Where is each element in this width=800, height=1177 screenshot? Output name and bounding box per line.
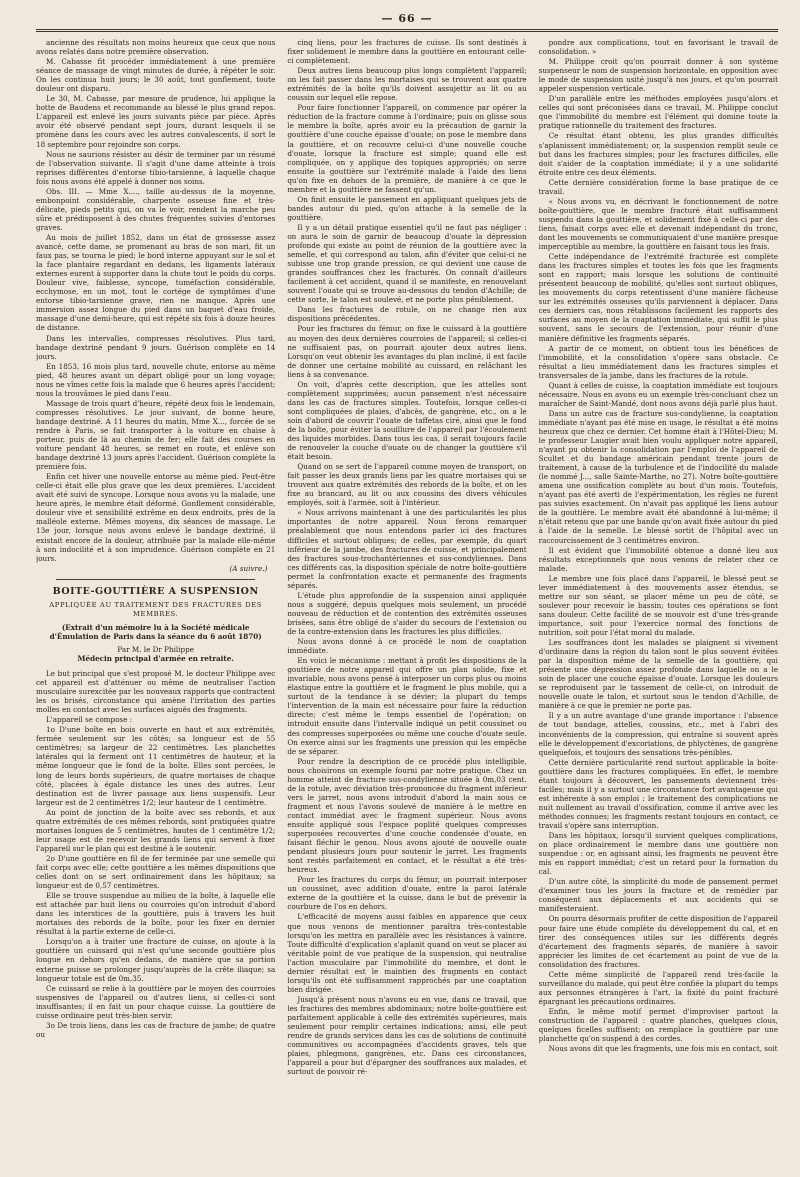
paragraph: pondre aux complications, tout en favorisant le travail de consolidation. »	[538, 38, 778, 57]
paragraph: D'un parallèle entre les méthodes employées jusqu'alors et celles qui sont préconisées dans ce travail, M. Philippe conclut que l'immobilité du membre est l'élément qui domine toute la pratique rationnelle du traitement des fractures.	[538, 94, 778, 131]
paragraph: Nous avons donné à ce procédé le nom de coaptation immédiate.	[287, 637, 527, 656]
paragraph: L'efficacité de moyens aussi faibles en apparence que ceux que nous venons de mentionner paraîtra très-contestable lorsqu'on les mettra en parallèle avec les résistances à vaincre. Toute difficulté d'explication s'aplanit quand on veut se placer au véritable point de vue pratique de la suspension, qui neutralise l'action musculaire par l'immobilité du membre, et dont le dernier résultat est le maintien des fragments en contact lorsqu'ils ont été suffisamment rapprochés par une coaptation bien dirigée.	[287, 912, 527, 994]
paragraph: Pour rendre la description de ce procédé plus intelligible, nous choisirons un exemple fourni par notre pratique. Chez un homme atteint de fracture sus-condylienne située à 0m,03 cent. de la rotule, avec déviation très-prononcée du fragment inférieur vers le jarret, nous avons introduit d'abord la main sous ce fragment et nous l'avons soulevé de manière à le mettre en contact immédiat avec le fragment supérieur. Nous avons ensuite appliqué sous l'espace poplité quelques compresses superposées recouvertes d'une couche condensée d'ouate, en faisant fléchir le genou. Nous avons ajouté de nouvelle ouate pendant plusieurs jours pour soutenir le jarret. Les fragments sont restés parfaitement en contact, et le résultat a été très-heureux.	[287, 756, 527, 875]
paragraph: Enfin cet hiver une nouvelle entorse au même pied. Peut-être celle-ci était elle plus grave que les deux premières. L'accident avait été suivi de syncope. Lorsque nous avons vu la malade, une heure après, le membre était déformé. Gonflement considérable, douleur vive et sensibilité extrême en deux endroits, près de la malléole externe. Mêmes moyens, dix séances de massage. Le 13e jour, lorsque nous avons enlevé le bandage dextriné, il existait encore de la douleur, attribuée par la malade elle-même à son indocilité et à son imprudence. Guérison complète en 21 jours.	[36, 472, 276, 563]
paragraph: Ce résultat étant obtenu, les plus grandes difficultés s'aplanissent immédiatement; or, la suspension remplit seule ce but dans les fractures simples; pour les fractures difficiles, elle doit s'aider de la coaptation immédiate; il y a une solidarité étroite entre ces deux éléments.	[538, 131, 778, 177]
column-1-article-paragraphs	[36, 669, 275, 1039]
paragraph: Obs. III. — Mme X...., taille au-dessus de la moyenne, embonpoint considérable, charpente osseuse fine et très-délicate, pieds petits qui, on va le voir, rendent la marche peu sûre et prédisposent à des chutes fréquentes suivies d'entorses graves.	[36, 186, 276, 232]
paragraph: Dans les intervalles, compresses résolutives. Plus tard, bandage dextriné pendant 9 jours. Guérison complète en 14 jours.	[36, 333, 276, 361]
paragraph: Pour les fractures du fémur, on fixe le cuissard à la gouttière au moyen des deux dernières courroies de l'appareil; si celles-ci ne suffisaient pas, on pourrait ajouter deux autres liens. Lorsqu'on veut obtenir les avantages du plan incliné, il est facile de donner une certaine mobilité au cuissard, en relâchant les liens à sa convenance.	[287, 324, 527, 379]
paragraph: L'appareil se compose :	[46, 715, 133, 725]
paragraph: Cette même simplicité de l'appareil rend très-facile la surveillance du malade, qui peut être confiée la plupart du temps aux personnes étrangères à l'art, la fixité du point fracturé épargnant les précautions ordinaires.	[538, 969, 778, 1006]
paragraph: Dans les fractures de rotule, on ne change rien aux dispositions précédentes.	[287, 305, 527, 324]
article-subtitle: APPLIQUÉE AU TRAITEMENT DES FRACTURES DES MEMBRES.	[49, 600, 263, 618]
column-3-paragraphs	[539, 38, 778, 1053]
paragraph: Pour les fractures du corps du fémur, on pourrait interposer un coussinet, avec addition d'ouate, entre la paroi latérale externe de la gouttière et la cuisse, dans le but de prévenir la courbure de l'os en dehors.	[287, 875, 527, 912]
paragraph: Elle se trouve suspendue au milieu de la boîte, à laquelle elle est attachée par huit liens ou courroies qu'on introduit d'abord dans les interstices de la gouttière, puis à travers les huit mortaises des rebords de la boîte, pour les fixer en dernier résultat à la partie externe de celle-ci.	[36, 891, 276, 937]
paragraph: Enfin, le même motif permet d'improviser partout la construction de l'appareil : quatre planches, quelques clous, quelques ficelles suffisent; on remplace la gouttière par une planchette qu'on suspend à des cordes.	[538, 1006, 778, 1044]
paragraph: Nous ne saurions résister au désir de terminer par un résumé de l'observation suivante. Il s'agit d'une dame atteinte à trois reprises différentes d'entorse tibio-tarsienne, à laquelle chaque fois nous avons été appelé à donner nos soins.	[36, 149, 276, 186]
paragraph: cinq liens, pour les fractures de cuisse. Ils sont destinés à fixer solidement le membre dans la gouttière en entourant celle-ci complètement.	[287, 38, 527, 66]
paragraph: Au point de jonction de la boîte avec ses rebords, et aux quatre extrémités de ces mêmes rebords, sont pratiquées quatre mortaises longues de 5 centimètres, hautes de 1 centimètre 1/2; leur usage est de recevoir les grands liens qui servent à fixer l'appareil sur le plan qui est destiné à le soutenir.	[36, 807, 276, 853]
paragraph: « Nous avons vu, en décrivant le fonctionnement de notre boîte-gouttière, que le membre fracturé était suffisamment suspendu dans la gouttière, et solidement fixé à celle-ci par des liens, faisait corps avec elle et devenait indépendant du tronc, dont les mouvements se communiquaient d'une manière presque imperceptible au membre, la gouttière en faisant tous les frais.	[538, 196, 778, 252]
paragraph: On finit ensuite le pansement en appliquant quelques jets de bandes autour du pied, qu'on attache à la semelle de la gouttière.	[287, 194, 527, 222]
paragraph: M. Philippe croit qu'on pourrait donner à son système suspenseur le nom de suspension horizontale, en opposition avec le mode de suspension usité jusqu'à nos jours, et qu'on pourrait appeler suspension verticale.	[538, 57, 778, 94]
column-3	[539, 38, 778, 1170]
paragraph: M. Cabasse fit procéder immédiatement à une première séance de massage de vingt minutes de durée, à répéter le soir. On les continua huit jours; le 30 août, tout gonflement, toute douleur ont disparu.	[36, 57, 276, 94]
paragraph: On voit, d'après cette description, que les attelles sont complètement supprimées; aucun pansement n'est nécessaire dans les cas de fractures simples. Toutefois, lorsque celles-ci sont compliquées de plaies, d'abcès, de gangrène, etc., on a le soin d'abord de couvrir l'ouate de taffetas ciré, ainsi que le fond de la boîte, pour éviter la souillure de l'appareil par l'écoulement des liquides morbides. Dans tous les cas, il serait toujours facile de renouveler la couche d'ouate ou de changer la gouttière s'il était besoin.	[287, 379, 527, 462]
section-divider	[56, 579, 255, 580]
page-number: — 66 —	[381, 12, 433, 25]
paragraph: Nous avons dit que les fragments, une fois mis en contact, soit	[548, 1044, 778, 1054]
paragraph: A partir de ce moment, on obtient tous les bénéfices de l'immobilité, et la consolidation s'opère sans obstacle. Ce résultat a lieu immédiatement dans les fractures simples et transversales de la jambe, dans les fractures de la rotule.	[538, 343, 778, 380]
paragraph: Quand on se sert de l'appareil comme moyen de transport, on fait passer les deux grands liens par les quatre mortaises qui se trouvent aux quatre extrémités des rebords de la boîte, et on les fixe au brancard, au lit ou aux coussins des divers véhicules employés, soit à l'armée, soit à l'intérieur.	[287, 462, 527, 508]
author-line: Par M. le Dr Philippe	[117, 644, 194, 654]
paragraph: Massage de trois quart d'heure, répété deux fois le lendemain, compresses résolutives. Le jour suivant, de bonne heure, bandage dextriné. A 11 heures du matin, Mme X..., forcée de se rendre à Paris, se fait transporter à la voiture en chaise à porteur, puis de là au chemin de fer; elle fait des courses en voiture pendant 48 heures, se remet en route, et enlève son bandage dextriné 13 jours après l'accident. Guérison complète la première fois.	[36, 398, 276, 472]
column-1-paragraphs	[36, 38, 275, 563]
paragraph: « Nous arrivons maintenant à une des particularités les plus importantes de notre appareil. Nous ferons remarquer préalablement que nous entendons parler ici des fractures difficiles et surtout obliques; de celles, par exemple, du quart inférieur de la jambe, des fractures de cuisse, et principalement des fractures sous-trochantériennes et sus-condyliennes. Dans ces différents cas, la disposition spéciale de notre boîte-gouttière permet la confrontation exacte et permanente des fragments séparés.	[287, 508, 527, 590]
top-rule	[36, 29, 778, 32]
column-2	[287, 38, 526, 1170]
paragraph: Dans un autre cas de fracture sus-condylienne, la coaptation immédiate n'ayant pas été mise en usage, le résultat a été moins heureux que chez ce dernier. Cet homme était à l'Hôtel-Dieu; M. le professeur Laugier avait bien voulu appliquer notre appareil, n'ayant pu obtenir la consolidation par l'emploi de l'appareil de Scultet et du bandage américain pendant trente jours de traitement, à cause de la turbulence et de l'indocilité du malade (le nommé J..., salle Sainte-Marthe, no 27). Notre boîte-gouttière amena une ossification complète au bout d'un mois. Toutefois, n'ayant pas été averti de l'expérimentation, les règles ne furent pas suivies exactement. On n'avait pas appliqué les liens autour de la gouttière. Le membre avait été abandonné à lui-même; il n'était retenu que par une bande qu'on avait fixée autour du pied à l'aide de la semelle. Le blessé sortit de l'hôpital avec un raccourcissement de 3 centimètres environ.	[538, 408, 778, 545]
column-2-paragraphs	[287, 38, 526, 1076]
paragraph: 3o De trois liens, dans les cas de fracture de jambe; de quatre ou	[36, 1020, 276, 1039]
paragraph: On pourra désormais profiter de cette disposition de l'appareil pour faire une étude complète du développement du cal, et en tirer des conséquences utiles sur les différents degrés d'écartement des fragments séparés, de manière à savoir apprécier les limites de cet écartement au point de vue de la consolidation des fractures.	[538, 914, 778, 969]
paragraph: Dans les hôpitaux, lorsqu'il survient quelques complications, on place ordinairement le membre dans une gouttière non suspendue : or, en agissant ainsi, les fragments ne peuvent être mis en rapport immédiat; c'est un retard pour la formation du cal.	[538, 831, 778, 877]
paragraph: 1o D'une boîte en bois ouverte en haut et aux extrémités, fermée seulement sur les côtés; sa longueur est de 55 centimètres; sa largeur de 22 centimètres. Les planchettes latérales qui la ferment ont 11 centimètres de hauteur, et la même longueur que le fond de la boîte. Elles sont percées, le long de leurs bords supérieurs, de quatre mortaises de chaque côté, placées à égale distance les unes des autres. Leur destination est de livrer passage aux liens suspensifs. Leur largeur est de 2 centimètres 1/2; leur hauteur de 1 centimètre.	[36, 725, 276, 807]
paragraph: Jusqu'à présent nous n'avons eu en vue, dans ce travail, que les fractures des membres abdominaux; notre boîte-gouttière est parfaitement applicable à celle des extrémités supérieures, mais seulement pour remplir certaines indications; ainsi, elle peut rendre de grands services dans les cas de solutions de continuité communitives ou accompagnées d'accidents graves, tels que plaies, phlegmons, gangrènes, etc. Dans ces circonstances, l'appareil a pour but d'épargner des souffrances aux malades, et surtout de pouvoir ré-	[287, 994, 527, 1077]
paragraph: Quant à celles de cuisse, la coaptation immédiate est toujours nécessaire. Nous en avons eu un exemple très-concluant chez un maraîcher de Saint-Mandé, dont nous avons déjà parlé plus haut.	[538, 380, 778, 408]
columns	[36, 38, 778, 1170]
paragraph: Ce cuissard se relie à la gouttière par le moyen des courroies suspensives de l'appareil ou d'autres liens, si celles-ci sont insuffisantes; il en fait un pour chaque cuisse. La gouttière de cuisse ordinaire peut très-bien servir.	[36, 983, 276, 1020]
article-title: BOITE-GOUTTIÈRE A SUSPENSION	[52, 585, 259, 597]
paragraph: ancienne des résultats non moins heureux que ceux que nous avons relatés dans notre première observation.	[36, 38, 276, 57]
paragraph: Pour faire fonctionner l'appareil, on commence par opérer la réduction de la fracture comme à l'ordinaire; puis on glisse sous le membre la boîte, après avoir eu la précaution de garnir la gouttière d'une couche épaisse d'ouate; on pose le membre dans la gouttière, et on recouvre celui-ci d'une nouvelle couche d'ouate, lorsque la fracture est simple; quand elle est compliquée, on y applique des topiques appropriés; on serre ensuite la gouttière sur l'extrémité malade à l'aide des liens qu'on fixe en dehors de la première, de manière à ce que le membre et la gouttière ne fassent qu'un.	[287, 103, 527, 194]
paragraph: Le membre une fois placé dans l'appareil, le blessé peut se lever immédiatement à des mouvements assez étendus, se mettre sur son séant, se placer même un peu de côté, se soulever pour recevoir le bassin; toutes ces opérations se font sans douleur. Cette facilité de se mouvoir est d'une très-grande importance, soit pour l'exercice normal des fonctions de nutrition, soit pour l'état moral du malade.	[538, 573, 778, 637]
extract-note: (Extrait d'un mémoire lu à la Société médicale d'Émulation de Paris dans la séance du 6 août 1870)	[49, 622, 262, 641]
paragraph: D'un autre côté, la simplicité du mode de pansement permet d'examiner tous les jours la fracture et de remédier par conséquent aux déplacements et aux accidents qui se manifesteraient.	[538, 877, 778, 914]
paragraph: En voici le mécanisme : mettant à profit les dispositions de la gouttière de notre appareil qui offre un plan solide, fixe et invariable, nous avons pensé à interposer un corps plus ou moins élastique entre la gouttière et le fragment le plus mobile, qui a surtout de la tendance à se dévier; la plupart du temps l'intervention de la main est nécessaire pour faire la réduction directe; c'est même le temps essentiel de l'opération; on introduit ensuite dans l'intervalle indiqué un petit coussinet ou des compresses superposées ou même une couche d'ouate seule. On exerce ainsi sur les fragments une pression qui les empêche de se séparer.	[287, 656, 527, 756]
paragraph: 2o D'une gouttière en fil de fer terminée par une semelle qui fait corps avec elle; cette gouttière a les mêmes dispositions que celles dont on se sert ordinairement dans les hôpitaux; sa longueur est de 0,57 centimètres.	[36, 853, 276, 891]
paragraph: Il est évident que l'immobilité obtenue a donné lieu aux résultats exceptionnels que nous venons de relater chez ce malade.	[538, 545, 778, 573]
paragraph: Les souffrances dont les malades se plaignent si vivement d'ordinaire dans la région du talon sont le plus souvent évitées par la disposition même de la semelle de la gouttière, qui présente une dépression assez profonde dans laquelle on a le soin de placer une couche épaisse d'ouate. Lorsque les douleurs se reproduisent par le tassement de celle-ci, on introduit de nouvelle ouate le talon, et surtout sous le tendon d'Achille, de manière à ce que le premier ne porte pas.	[538, 638, 778, 711]
paragraph: Cette dernière considération forme la base pratique de ce travail.	[538, 177, 778, 196]
paragraph: Le but principal que s'est proposé M. le docteur Philippe avec cet appareil est d'atténuer ou même de neutraliser l'action musculaire surexcitée par les nouveaux rapports que contractent les os brisés, circonstance qui amène l'irritation des parties molles en contact avec les surfaces aiguës des fragments.	[36, 669, 276, 715]
paragraph: Cette indépendance de l'extrémité fracturée est complète dans les fractures simples et toutes les fois que les fragments sont en rapport; mais lorsque les solutions de continuité présentent beaucoup de mobilité, qu'elles sont surtout obliques, les mouvements du corps retentissent d'une manière fâcheuse sur les extrémités osseuses qu'ils parviennent à déplacer. Dans ces derniers cas, nous rétablissons facilement les rapports des surfaces au moyen de la coaptation immédiate, qui suffit le plus souvent, sans le secours de l'extension, pour réunir d'une manière définitive les fragments séparés.	[538, 252, 778, 343]
paragraph: En 1853, 16 mois plus tard, nouvelle chute, entorse au même pied, 48 heures avant un départ obligé pour un long voyage; nous ne vîmes cette fois la malade que 6 heures après l'accident; nous la trouvâmes le pied dans l'eau.	[36, 361, 276, 398]
paragraph: Cette dernière particularité rend surtout applicable la boîte-gouttière dans les fractures compliquées. En effet, le membre étant toujours à découvert, les pansements deviennent très-faciles; mais il y a surtout une circonstance fort avantageuse qui est inhérente à son emploi : le traitement des complications ne nuit nullement au travail d'ossification, comme il arrive avec les méthodes connues; les fragments restant toujours en contact, ce travail s'opère sans interruption.	[538, 757, 778, 830]
author-affiliation: Médecin principal d'armée en retraite.	[77, 653, 234, 663]
paragraph: Le 30, M. Cabasse, par mesure de prudence, lui applique la botte de Baudens et recommande au blessé le plus grand repos. L'appareil est enlevé les jours suivants pièce par pièce. Après avoir été observé pendant sept jours, durant lesquels il se promène dans les cours avec les autres convalescents, il sort le 18 septembre pour rejoindre son corps.	[36, 94, 276, 149]
paragraph: L'étude plus approfondie de la suspension ainsi appliquée nous a suggéré, depuis quelques mois seulement, un procédé nouveau de réduction et de contention des extrémités osseuses brisées, sans être obligé de s'aider du secours de l'extension ou de la contre-extension dans les fractures les plus difficiles.	[287, 590, 527, 636]
paragraph: Au mois de juillet 1852, dans un état de grossesse assez avancé, cette dame, se promenant au bras de son mari, fit un faux pas, se tourna le pied; le bord interne appuyant sur le sol et la face plantaire regardant en dedans, les ligaments latéraux externes eurent à supporter dans la chute tout le poids du corps. Douleur vive, faiblesse, syncope, tuméfaction considérable, ecchymose, en un mot, tout le cortége de symptômes d'une entorse tibio-tarsienne grave, rien ne manque. Après une immersion assez longue du pied dans un baquet d'eau froide, massage d'une demi-heure, qui est répété six fois à douze heures de distance.	[36, 232, 276, 333]
to-be-continued: (A suivre.)	[229, 563, 268, 573]
column-1	[36, 38, 275, 1170]
paragraph: Deux autres liens beaucoup plus longs complètent l'appareil; on les fait passer dans les mortaises qui se trouvent aux quatre extrémités de la boîte qu'ils doivent assujettir au lit ou au coussin sur lequel elle repose.	[287, 66, 527, 103]
paragraph: Lorsqu'on a à traiter une fracture de cuisse, on ajoute à la gouttière un cuissard qui n'est qu'une seconde gouttière plus longue en dehors qu'en dedans, de manière que sa portion externe puisse se prolonger jusqu'auprès de la crête iliaque; sa longueur totale est de 0m,35.	[36, 937, 276, 983]
paragraph: Il y a un autre avantage d'une grande importance : l'absence de tout bandage, attelles, coussins, etc., met à l'abri des inconvénients de la compression, qui entraîne si souvent après elle le développement d'excoriations, de phlyctènes, de gangrène quelquefois, et toujours des sensations très-pénibles.	[538, 711, 778, 757]
paragraph: Il y a un détail pratique essentiel qu'il ne faut pas négliger : on aura le soin de garnir de beaucoup d'ouate la dépression profonde qui existe au point de réunion de la gouttière avec la semelle, et qui correspond au talon, afin d'éviter que celui-ci ne subisse une trop grande pression, ce qui devient une cause de grandes souffrances chez les fracturés. On connaît d'ailleurs facilement à cet accident, quand il se manifeste, en renouvelant souvent l'ouate qui se trouve au-dessous du tendon d'Achille; de cette sorte, le talon est soulevé, et ne porte plus péniblement.	[287, 222, 527, 305]
